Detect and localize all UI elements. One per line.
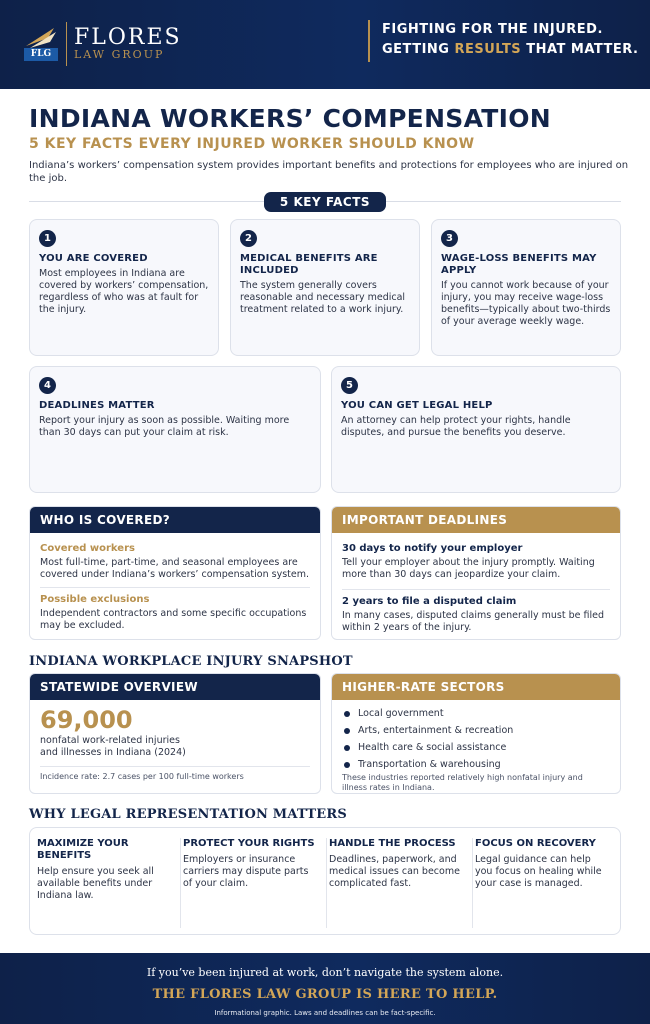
why-item-1 bbox=[37, 838, 173, 928]
sector-label: Health care & social assistance bbox=[358, 742, 507, 753]
why-item-title: FOCUS ON RECOVERY bbox=[475, 838, 596, 849]
fact-body: Report your injury as soon as possible. Waiting more than 30 days can put your claim at risk. bbox=[39, 415, 290, 438]
tagline-divider bbox=[368, 20, 370, 62]
fact-body: Most employees in Indiana are covered by workers’ compensation, regardless of who was at fault for the injury. bbox=[39, 268, 209, 315]
facts-label: 5 KEY FACTS bbox=[264, 192, 386, 212]
fact-card-1 bbox=[29, 219, 219, 356]
why-separator bbox=[326, 838, 327, 928]
fact-body: The system generally covers reasonable and necessary medical treatment related to a work injury. bbox=[240, 280, 406, 315]
incidence-rate: Incidence rate: 2.7 cases per 100 full-time workers bbox=[40, 772, 244, 781]
header-banner bbox=[0, 0, 650, 89]
sectors-panel bbox=[331, 673, 621, 794]
tagline-pre: GETTING bbox=[382, 42, 455, 57]
fact-card-3 bbox=[431, 219, 621, 356]
who-covered-panel bbox=[29, 506, 321, 640]
why-item-4 bbox=[475, 838, 611, 928]
why-item-2 bbox=[183, 838, 319, 928]
footer-line-2: THE FLORES LAW GROUP IS HERE TO HELP. bbox=[152, 987, 498, 1002]
sector-label: Arts, entertainment & recreation bbox=[358, 725, 514, 736]
deadline-2-body: In many cases, disputed claims generally must be filed within 2 years of the injury. bbox=[342, 610, 604, 633]
why-item-title: MAXIMIZE YOUR BENEFITS bbox=[37, 838, 129, 861]
deadlines-panel bbox=[331, 506, 621, 640]
snapshot-title: INDIANA WORKPLACE INJURY SNAPSHOT bbox=[29, 654, 353, 669]
deadlines-heading: IMPORTANT DEADLINES bbox=[332, 507, 620, 533]
divider bbox=[342, 589, 610, 590]
bullet-icon bbox=[344, 745, 350, 751]
fact-card-5 bbox=[331, 366, 621, 493]
fact-number-badge: 3 bbox=[441, 230, 458, 247]
logo-initials: FLG bbox=[24, 48, 58, 61]
why-item-3 bbox=[329, 838, 465, 928]
why-item-title: PROTECT YOUR RIGHTS bbox=[183, 838, 315, 849]
divider bbox=[40, 766, 310, 767]
sector-item bbox=[342, 722, 610, 739]
fact-card-2 bbox=[230, 219, 420, 356]
exclusions-title: Possible exclusions bbox=[40, 594, 150, 605]
sector-item bbox=[342, 705, 610, 722]
sectors-heading: HIGHER-RATE SECTORS bbox=[332, 674, 620, 700]
why-item-body: Employers or insurance carriers may dispute parts of your claim. bbox=[183, 854, 309, 889]
bullet-icon bbox=[344, 728, 350, 734]
why-separator bbox=[180, 838, 181, 928]
page-title: INDIANA WORKERS’ COMPENSATION bbox=[29, 104, 552, 133]
fact-body: If you cannot work because of your injury, you may receive wage-loss benefits—typically about two-thirds of your average weekly wage. bbox=[441, 280, 611, 327]
why-item-body: Help ensure you seek all available benefits under Indiana law. bbox=[37, 866, 154, 901]
sector-label: Transportation & warehousing bbox=[358, 759, 501, 770]
footer-line-1: If you’ve been injured at work, don’t navigate the system alone. bbox=[146, 966, 504, 979]
injury-count: 69,000 bbox=[40, 706, 133, 734]
tagline-line-2 bbox=[382, 40, 638, 60]
bullet-icon bbox=[344, 711, 350, 717]
tagline bbox=[382, 20, 638, 60]
fact-number-badge: 1 bbox=[39, 230, 56, 247]
tagline-accent: RESULTS bbox=[454, 42, 522, 57]
exclusions-body: Independent contractors and some specific occupations may be excluded. bbox=[40, 608, 307, 631]
deadline-1-body: Tell your employer about the injury promptly. Waiting more than 30 days can jeopardize your claim. bbox=[342, 557, 595, 580]
why-item-body: Deadlines, paperwork, and medical issues can become complicated fast. bbox=[329, 854, 460, 889]
fact-title: MEDICAL BENEFITS ARE INCLUDED bbox=[240, 253, 378, 276]
intro-text: Indiana’s workers’ compensation system provides important benefits and protections for employees who are injured on the job. bbox=[29, 160, 629, 184]
logo-subname: LAW GROUP bbox=[74, 48, 165, 61]
footer-banner bbox=[0, 953, 650, 1024]
tagline-line-1: FIGHTING FOR THE INJURED. bbox=[382, 22, 603, 37]
statewide-panel bbox=[29, 673, 321, 794]
injury-count-desc: nonfatal work-related injuries and illnesses in Indiana (2024) bbox=[40, 735, 186, 758]
sector-item bbox=[342, 756, 610, 773]
fact-card-4 bbox=[29, 366, 321, 493]
why-item-body: Legal guidance can help you focus on healing while your case is managed. bbox=[475, 854, 602, 889]
fact-title: YOU CAN GET LEGAL HELP bbox=[341, 400, 493, 411]
fact-number-badge: 5 bbox=[341, 377, 358, 394]
statewide-heading: STATEWIDE OVERVIEW bbox=[30, 674, 320, 700]
why-separator bbox=[472, 838, 473, 928]
why-box bbox=[29, 827, 621, 935]
fact-body: An attorney can help protect your rights, handle disputes, and pursue the benefits you deserve. bbox=[341, 415, 571, 438]
logo-divider bbox=[66, 22, 67, 66]
tagline-post: THAT MATTER. bbox=[521, 42, 639, 57]
page-subtitle: 5 KEY FACTS EVERY INJURED WORKER SHOULD KNOW bbox=[29, 136, 475, 152]
sectors-note: These industries reported relatively high nonfatal injury and illness rates in Indiana. bbox=[342, 773, 583, 792]
divider bbox=[40, 587, 310, 588]
deadline-1-title: 30 days to notify your employer bbox=[342, 543, 523, 554]
sector-item bbox=[342, 739, 610, 756]
covered-workers-title: Covered workers bbox=[40, 543, 135, 554]
footer-disclaimer: Informational graphic. Laws and deadlines can be fact-specific. bbox=[214, 1009, 436, 1017]
fact-title: WAGE-LOSS BENEFITS MAY APPLY bbox=[441, 253, 597, 276]
deadline-2-title: 2 years to file a disputed claim bbox=[342, 596, 517, 607]
covered-workers-body: Most full-time, part-time, and seasonal employees are covered under Indiana’s workers’ compensation system. bbox=[40, 557, 310, 580]
why-item-title: HANDLE THE PROCESS bbox=[329, 838, 456, 849]
fact-title: DEADLINES MATTER bbox=[39, 400, 155, 411]
why-title: WHY LEGAL REPRESENTATION MATTERS bbox=[29, 807, 347, 822]
fact-title: YOU ARE COVERED bbox=[39, 253, 148, 264]
who-covered-heading: WHO IS COVERED? bbox=[30, 507, 320, 533]
bullet-icon bbox=[344, 762, 350, 768]
sector-label: Local government bbox=[358, 708, 444, 719]
fact-number-badge: 2 bbox=[240, 230, 257, 247]
fact-number-badge: 4 bbox=[39, 377, 56, 394]
logo-name: FLORES bbox=[74, 25, 182, 50]
